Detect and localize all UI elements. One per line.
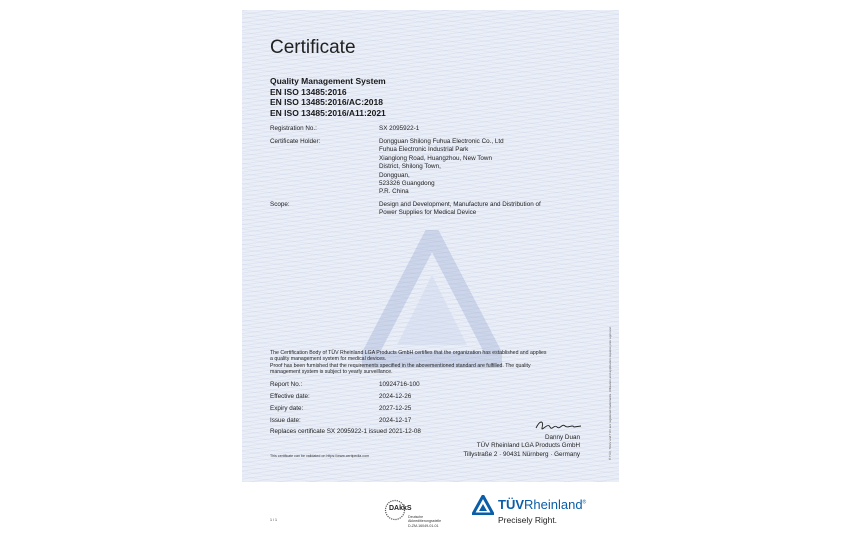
page-number: 1 / 1 <box>270 518 277 522</box>
signature-icon <box>534 418 584 434</box>
holder-address <box>379 138 504 197</box>
registration-label: Registration No.: <box>270 125 317 132</box>
side-trademark-note: ® TÜV, TUEV and TUV are registered trademarks. Utilisation and application requires prior approval. <box>608 326 612 460</box>
holder-line: Fuhua Electronic Industrial Park <box>379 146 469 154</box>
effective-date-value: 2024-12-26 <box>379 393 412 400</box>
effective-date-label: Effective date: <box>270 393 310 400</box>
certificate-page <box>242 10 619 534</box>
scope-text <box>379 201 541 218</box>
holder-line: Xianglong Road, Huangzhou, New Town <box>379 154 492 162</box>
report-label: Report No.: <box>270 381 303 388</box>
scope-line: Design and Development, Manufacture and Distribution of <box>379 201 541 208</box>
replaces-note: Replaces certificate SX 2095922-1 issued 2021-12-08 <box>270 428 421 435</box>
signatory-address: Tillystraße 2 · 90431 Nürnberg · Germany <box>463 450 580 458</box>
statement-line: The Certification Body of TÜV Rheinland LGA Products GmbH certifies that the organization has established and applies <box>270 350 547 356</box>
holder-line: Dongguan Shilong Fuhua Electronic Co., Ltd <box>379 138 504 145</box>
standards-block <box>270 76 386 118</box>
tuv-triangle-icon <box>472 495 494 515</box>
issue-date-value: 2024-12-17 <box>379 417 412 424</box>
expiry-date-value: 2027-12-25 <box>379 405 412 412</box>
tuv-watermark-icon <box>362 230 502 370</box>
tuv-tagline: Precisely Right. <box>498 515 558 525</box>
dakks-logo <box>384 499 454 529</box>
tuv-rheinland-logo <box>468 494 618 534</box>
dakks-name: DAkkS <box>389 505 412 512</box>
validation-note: This certificate can be validated on https://www.certipedia.com <box>270 454 370 458</box>
statement-line: Proof has been furnished that the requirements specified in the abovementioned standard are fulfilled. The quality <box>270 362 531 369</box>
signatory-company: TÜV Rheinland LGA Products GmbH <box>476 442 580 450</box>
statement-line: management system is subject to yearly surveillance. <box>270 369 393 376</box>
issue-date-label: Issue date: <box>270 417 301 424</box>
expiry-date-label: Expiry date: <box>270 405 304 412</box>
certification-statement <box>270 350 546 376</box>
standard-line: EN ISO 13485:2016/A11:2021 <box>270 107 386 118</box>
statement-line: a quality management system for medical devices. <box>270 356 387 363</box>
report-value: 10924716-100 <box>379 381 420 388</box>
signatory-block <box>463 434 580 459</box>
standard-line: EN ISO 13485:2016 <box>270 86 347 97</box>
scope-line: Power Supplies for Medical Device <box>379 209 477 217</box>
holder-line: 523326 Guangdong <box>379 180 435 188</box>
holder-line: District, Shilong Town, <box>379 163 441 171</box>
standard-line: Quality Management System <box>270 76 386 86</box>
standard-line: EN ISO 13485:2016/AC:2018 <box>270 97 383 107</box>
scope-label: Scope: <box>270 201 290 208</box>
tuv-brand: TÜVRheinland® <box>498 497 587 512</box>
dakks-subtitle: Deutsche Akkreditierungsstelle D-ZM-16049-01-01 <box>408 515 442 528</box>
holder-line: Dongguan, <box>379 171 410 179</box>
registration-value: SX 2095922-1 <box>379 125 420 132</box>
signatory-name: Danny Duan <box>544 434 580 441</box>
holder-line: P.R. China <box>379 188 409 196</box>
holder-label: Certificate Holder: <box>270 138 321 145</box>
certificate-title: Certificate <box>270 37 356 58</box>
